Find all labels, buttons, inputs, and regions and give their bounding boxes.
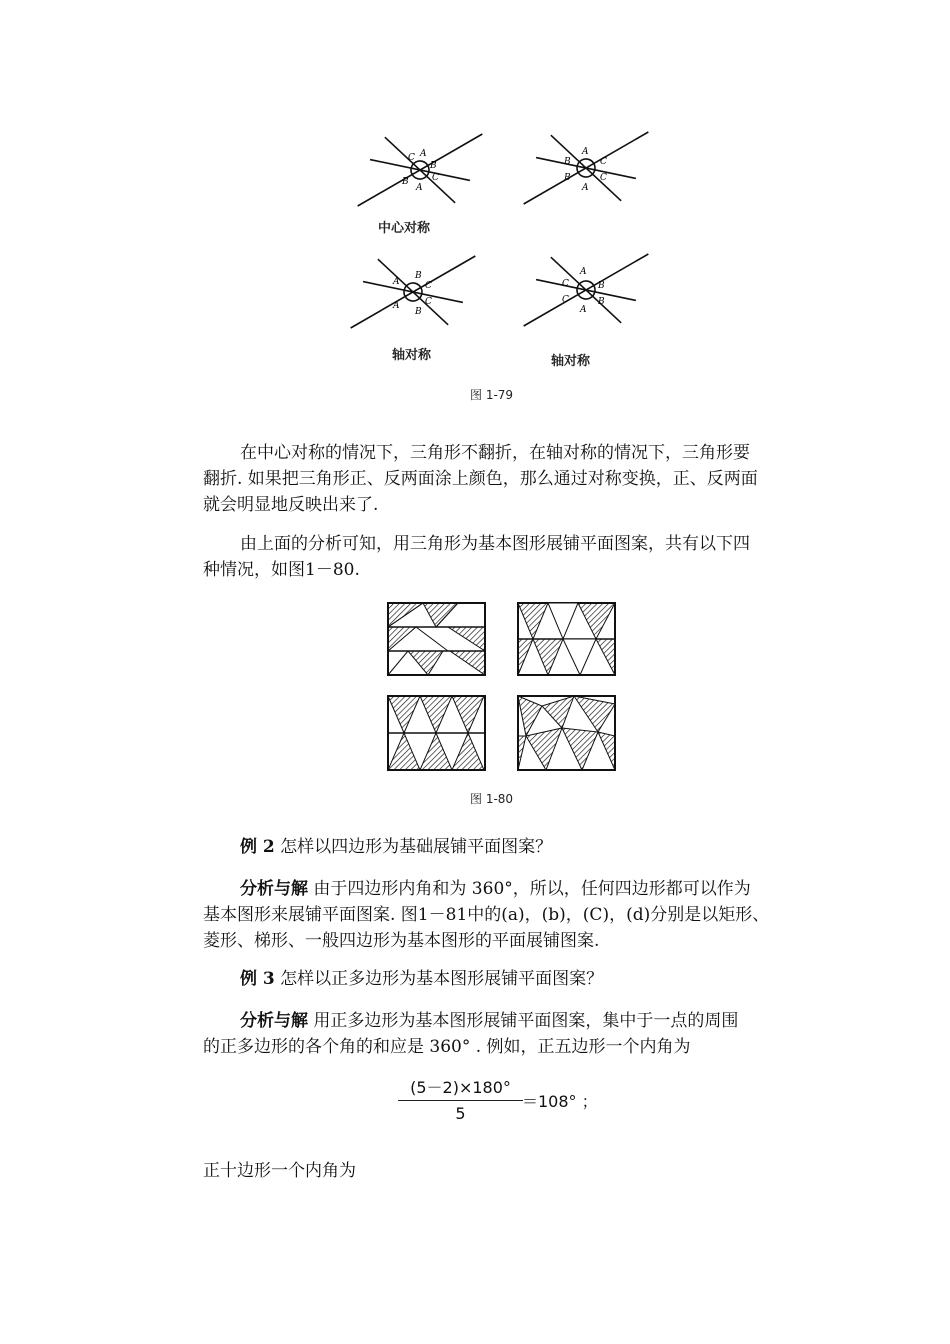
analysis-2 bbox=[203, 876, 823, 954]
svg-text:C: C bbox=[562, 295, 569, 305]
text-line: 正十边形一个内角为 bbox=[203, 1161, 356, 1181]
svg-text:B: B bbox=[415, 271, 422, 281]
svg-text:C: C bbox=[425, 297, 432, 307]
svg-text:C: C bbox=[600, 157, 607, 167]
svg-text:B: B bbox=[415, 307, 422, 317]
analysis-2-line1: 由于四边形内角和为 360°，所以，任何四边形都可以作为 bbox=[313, 879, 751, 899]
svg-text:A: A bbox=[580, 305, 587, 315]
text-line: 在中心对称的情况下，三角形不翻折，在轴对称的情况下，三角形要 bbox=[240, 443, 750, 463]
analysis-3-line1: 用正多边形为基本图形展铺平面图案，集中于一点的周围 bbox=[313, 1011, 739, 1031]
fraction bbox=[398, 1075, 523, 1123]
fraction-numerator: (5－2)×180° bbox=[410, 1078, 511, 1097]
fraction-bar bbox=[398, 1100, 523, 1101]
text-line: 就会明显地反映出来了. bbox=[203, 495, 379, 515]
example-2 bbox=[203, 834, 823, 860]
svg-text:C: C bbox=[600, 173, 607, 183]
figure-1-79-label-axial-right: 轴对称 bbox=[551, 354, 591, 369]
analysis-3-line2: 的正多边形的各个角的和应是 360° . 例如，正五边形一个内角为 bbox=[203, 1037, 691, 1057]
analysis-2-line3: 菱形、梯形、一般四边形为基本图形的平面展铺图案. bbox=[203, 931, 600, 951]
axial-symmetry-star-right bbox=[501, 214, 670, 366]
svg-text:C: C bbox=[425, 281, 432, 291]
tiling-panel-c bbox=[388, 696, 485, 770]
tiling-panel-a bbox=[388, 603, 485, 675]
figure-1-80-caption: 图 1-80 bbox=[470, 792, 514, 806]
svg-text:A: A bbox=[582, 147, 589, 157]
figure-1-79-label-central: 中心对称 bbox=[378, 221, 431, 236]
figure-1-79-caption: 图 1-79 bbox=[470, 388, 514, 402]
svg-text:C: C bbox=[562, 279, 569, 289]
figure-1-79 bbox=[340, 120, 670, 390]
text-line: 翻折. 如果把三角形正、反两面涂上颜色，那么通过对称变换，正、反两面 bbox=[203, 469, 758, 489]
svg-text:A: A bbox=[420, 149, 427, 159]
symmetry-star-top-right bbox=[501, 120, 670, 244]
tiling-panel-b bbox=[518, 603, 615, 675]
paragraph-analysis bbox=[203, 531, 823, 583]
text-line: 种情况，如图1－80. bbox=[203, 560, 360, 580]
figure-1-79-label-axial-left: 轴对称 bbox=[392, 348, 432, 363]
analysis-2-label: 分析与解 bbox=[240, 879, 308, 899]
example-2-label: 例 2 bbox=[240, 837, 275, 857]
svg-text:A: A bbox=[393, 301, 400, 311]
formula-result: ＝108° ； bbox=[522, 1092, 598, 1111]
svg-text:A: A bbox=[393, 277, 400, 287]
fraction-denominator: 5 bbox=[455, 1104, 466, 1123]
svg-text:C: C bbox=[408, 153, 415, 163]
svg-text:B: B bbox=[564, 173, 571, 183]
analysis-3-label: 分析与解 bbox=[240, 1011, 308, 1031]
paragraph-symmetry bbox=[203, 440, 823, 518]
analysis-3 bbox=[203, 1008, 823, 1060]
svg-text:A: A bbox=[416, 183, 423, 193]
analysis-2-line2: 基本图形来展铺平面图案. 图1－81中的(a)，(b)，(C)，(d)分别是以矩形、 bbox=[203, 905, 770, 925]
svg-text:B: B bbox=[598, 281, 605, 291]
example-3-label: 例 3 bbox=[240, 969, 275, 989]
tiling-panel-d bbox=[518, 696, 615, 770]
svg-text:C: C bbox=[432, 173, 439, 183]
svg-text:B: B bbox=[430, 161, 437, 171]
pentagon-angle-formula bbox=[398, 1075, 628, 1125]
figure-1-80 bbox=[383, 598, 623, 778]
closing-line bbox=[203, 1158, 823, 1184]
svg-text:B: B bbox=[598, 297, 605, 307]
svg-text:B: B bbox=[564, 157, 571, 167]
example-3 bbox=[203, 966, 823, 992]
svg-text:A: A bbox=[580, 267, 587, 277]
example-2-question: 怎样以四边形为基础展铺平面图案？ bbox=[280, 837, 553, 857]
example-3-question: 怎样以正多边形为基本图形展铺平面图案？ bbox=[280, 969, 604, 989]
svg-text:A: A bbox=[582, 183, 589, 193]
svg-text:B: B bbox=[402, 177, 409, 187]
text-line: 由上面的分析可知，用三角形为基本图形展铺平面图案，共有以下四 bbox=[240, 534, 750, 554]
